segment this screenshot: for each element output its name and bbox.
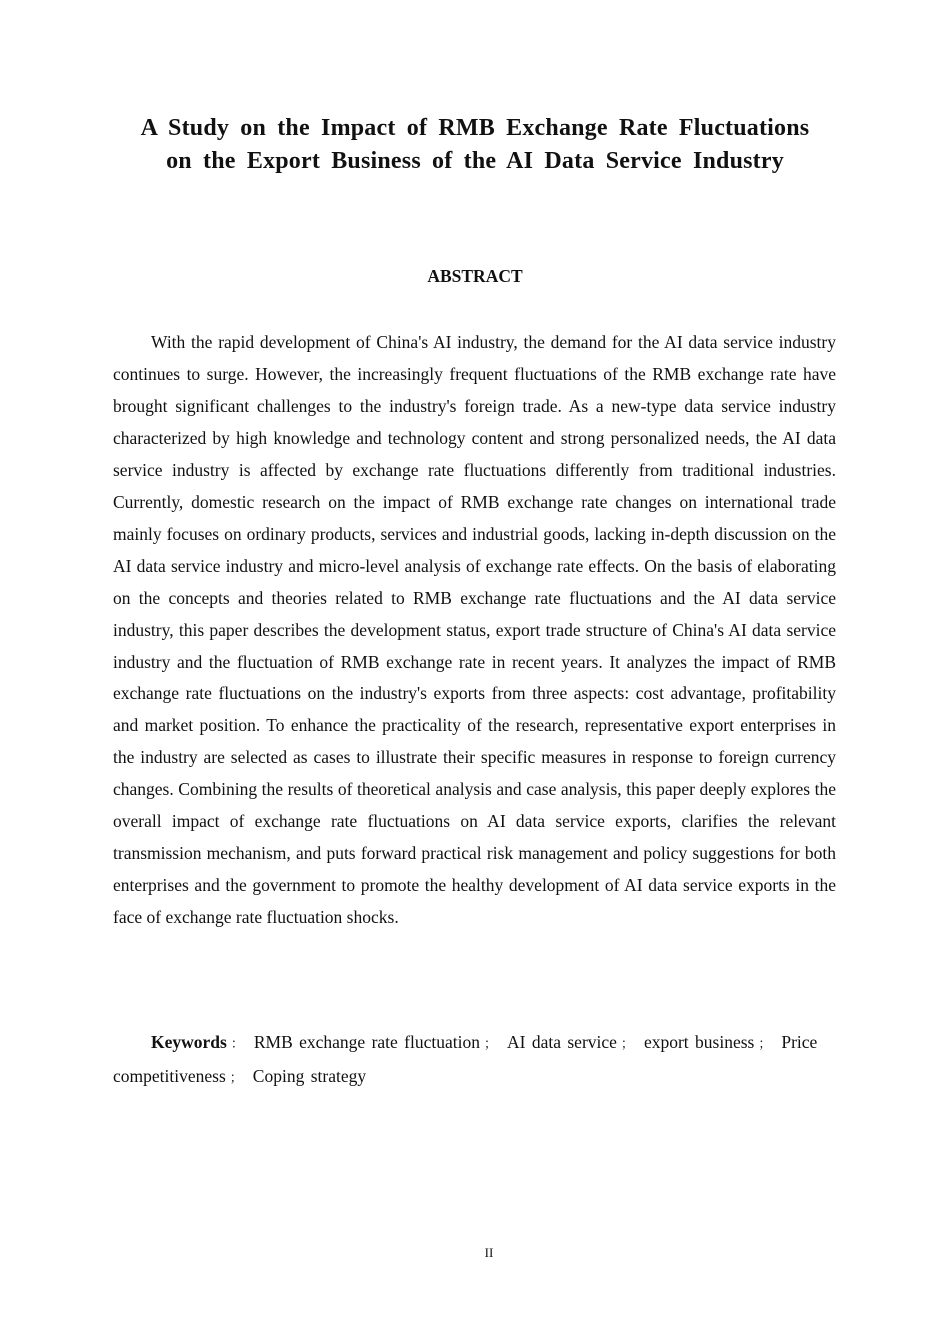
keywords-label: Keywords xyxy=(151,1032,227,1052)
keywords-label-separator: ： xyxy=(230,1036,244,1051)
keyword-item: export business xyxy=(643,1032,755,1052)
paper-title-line-1: A Study on the Impact of RMB Exchange Rate Fluctuations xyxy=(140,115,810,141)
keyword-separator: ； xyxy=(620,1036,634,1051)
keyword-item: Coping strategy xyxy=(252,1066,367,1086)
keyword-item: AI data service xyxy=(507,1032,617,1052)
abstract-heading: ABSTRACT xyxy=(427,266,523,286)
paper-title-line-2: on the Export Business of the AI Data Service Industry xyxy=(166,148,784,174)
keyword-item: Price competitiveness xyxy=(113,1032,818,1086)
abstract-body: With the rapid development of China's AI industry, the demand for the AI data service industry continues to surge. However, the increasingly frequent fluctuations of the RMB exchange rate have brought significant challenges to the industry's foreign trade. As a new-type data service industry characterized by high knowledge and technology content and strong personalized needs, the AI data service industry is affected by exchange rate fluctuations differently from traditional industries. Currently, domestic research on the impact of RMB exchange rate changes on international trade mainly focuses on ordinary products, services and industrial goods, lacking in-depth discussion on the AI data service industry and micro-level analysis of exchange rate effects. On the basis of elaborating on the concepts and theories related to RMB exchange rate fluctuations and the AI data service industry, this paper describes the development status, export trade structure of China's AI data service industry and the fluctuation of RMB exchange rate in recent years. It analyzes the impact of RMB exchange rate fluctuations on the industry's exports from three aspects: cost advantage, profitability and market position. To enhance the practicality of the research, representative export enterprises in the industry are selected as cases to illustrate their specific measures in response to foreign currency changes. Combining the results of theoretical analysis and case analysis, this paper deeply explores the overall impact of exchange rate fluctuations on AI data service exports, clarifies the relevant transmission mechanism, and puts forward practical risk management and policy suggestions for both enterprises and the government to promote the healthy development of AI data service exports in the face of exchange rate fluctuation shocks. xyxy=(113,332,836,928)
keyword-separator: ； xyxy=(229,1070,243,1085)
keyword-item: RMB exchange rate fluctuation xyxy=(253,1032,480,1052)
paper-title xyxy=(110,112,840,178)
keyword-separator: ； xyxy=(758,1036,772,1051)
keywords-paragraph xyxy=(113,1026,836,1094)
page-number: II xyxy=(484,1245,494,1260)
keyword-separator: ； xyxy=(483,1036,497,1051)
